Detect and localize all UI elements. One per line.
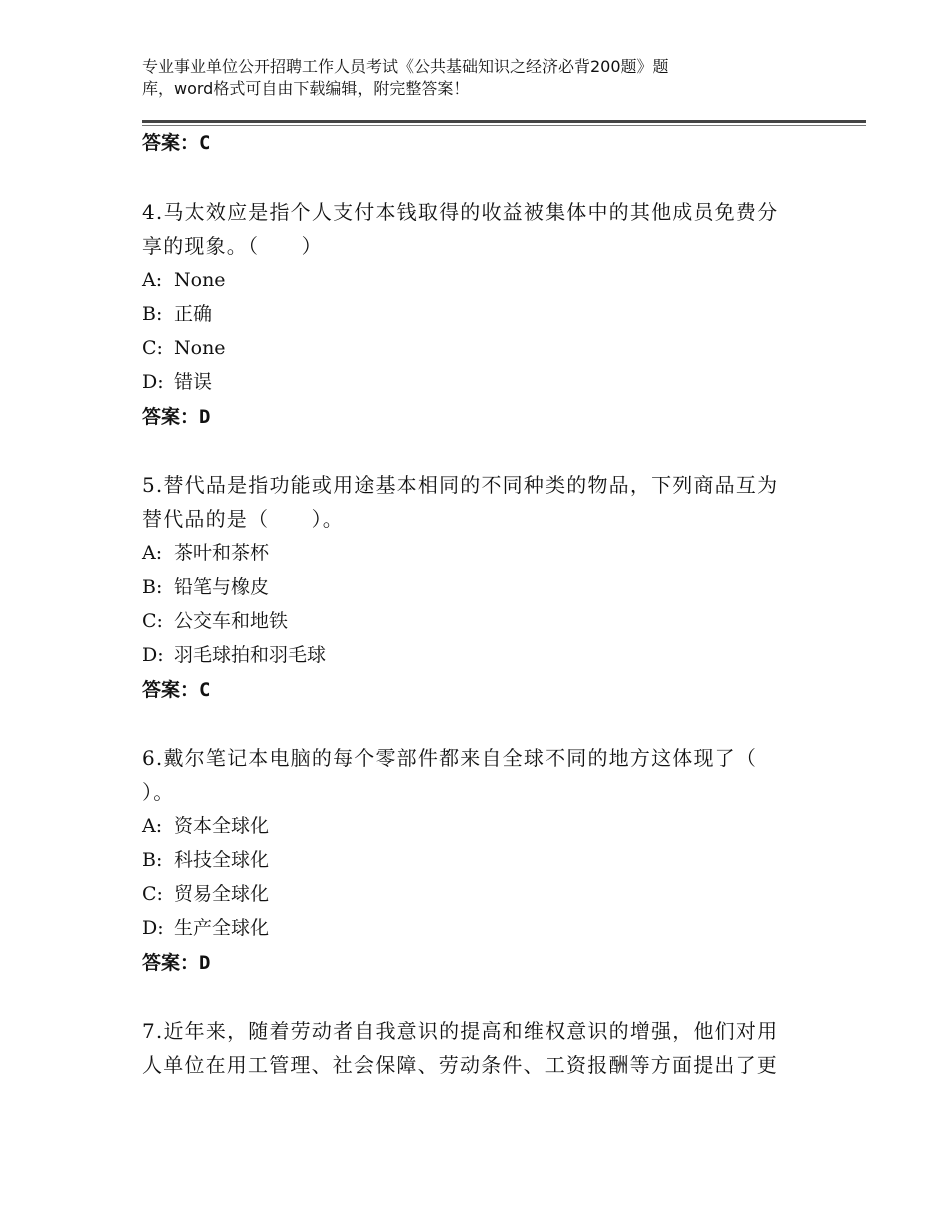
previous-answer: 答案：C — [142, 132, 211, 154]
option-letter: B: — [142, 303, 163, 325]
option-letter: B: — [142, 576, 163, 598]
question-6-line-2: ）。 — [142, 780, 175, 804]
option-text: 正确 — [174, 303, 213, 325]
question-4-option-c — [142, 335, 226, 361]
option-letter: D: — [142, 917, 164, 939]
option-text: 铅笔与橡皮 — [174, 576, 270, 598]
option-text: 资本全球化 — [174, 815, 270, 837]
question-6-option-b — [142, 847, 269, 873]
option-text: 茶叶和茶杯 — [174, 542, 270, 564]
question-7-line-2: 人单位在用工管理、社会保障、劳动条件、工资报酬等方面提出了更 — [142, 1053, 778, 1077]
option-text: 错误 — [174, 371, 213, 393]
option-letter: A: — [142, 542, 163, 564]
header-title-line-2: 库，word格式可自由下载编辑，附完整答案！ — [142, 79, 470, 98]
header-divider-thick — [142, 120, 866, 123]
option-letter: A: — [142, 815, 163, 837]
option-text: None — [174, 269, 226, 291]
header-title-line-1: 专业事业单位公开招聘工作人员考试《公共基础知识之经济必背200题》题 — [142, 57, 669, 76]
question-4-answer: 答案：D — [142, 406, 211, 428]
option-text: 科技全球化 — [174, 849, 270, 871]
question-7-line-1: 7.近年来，随着劳动者自我意识的提高和维权意识的增强，他们对用 — [142, 1019, 779, 1043]
question-5-option-b — [142, 574, 269, 600]
option-text: 公交车和地铁 — [174, 610, 289, 632]
option-text: None — [174, 337, 226, 359]
question-4-option-d — [142, 369, 212, 395]
option-letter: C: — [142, 610, 163, 632]
question-4-option-a — [142, 267, 226, 293]
option-letter: D: — [142, 371, 164, 393]
option-text: 羽毛球拍和羽毛球 — [174, 644, 327, 666]
option-letter: D: — [142, 644, 164, 666]
question-6-answer: 答案：D — [142, 952, 211, 974]
option-letter: C: — [142, 337, 163, 359]
question-5-option-d — [142, 642, 326, 668]
question-6-option-c — [142, 881, 269, 907]
option-text: 生产全球化 — [174, 917, 270, 939]
question-5-option-c — [142, 608, 288, 634]
question-5-answer: 答案：C — [142, 679, 211, 701]
question-6-line-1: 6.戴尔笔记本电脑的每个零部件都来自全球不同的地方这体现了（ — [142, 746, 758, 770]
question-5-line-1: 5.替代品是指功能或用途基本相同的不同种类的物品，下列商品互为 — [142, 473, 779, 497]
question-4-line-1: 4.马太效应是指个人支付本钱取得的收益被集体中的其他成员免费分 — [142, 200, 779, 224]
document-header — [142, 56, 782, 100]
option-letter: C: — [142, 883, 163, 905]
option-letter: A: — [142, 269, 163, 291]
question-4-line-2: 享的现象。（ ） — [142, 234, 323, 258]
question-4-option-b — [142, 301, 212, 327]
option-letter: B: — [142, 849, 163, 871]
question-5-option-a — [142, 540, 269, 566]
question-6-option-d — [142, 915, 269, 941]
question-5-line-2: 替代品的是（ ）。 — [142, 507, 344, 531]
question-6-option-a — [142, 813, 269, 839]
option-text: 贸易全球化 — [174, 883, 270, 905]
header-divider-thin — [142, 125, 866, 126]
